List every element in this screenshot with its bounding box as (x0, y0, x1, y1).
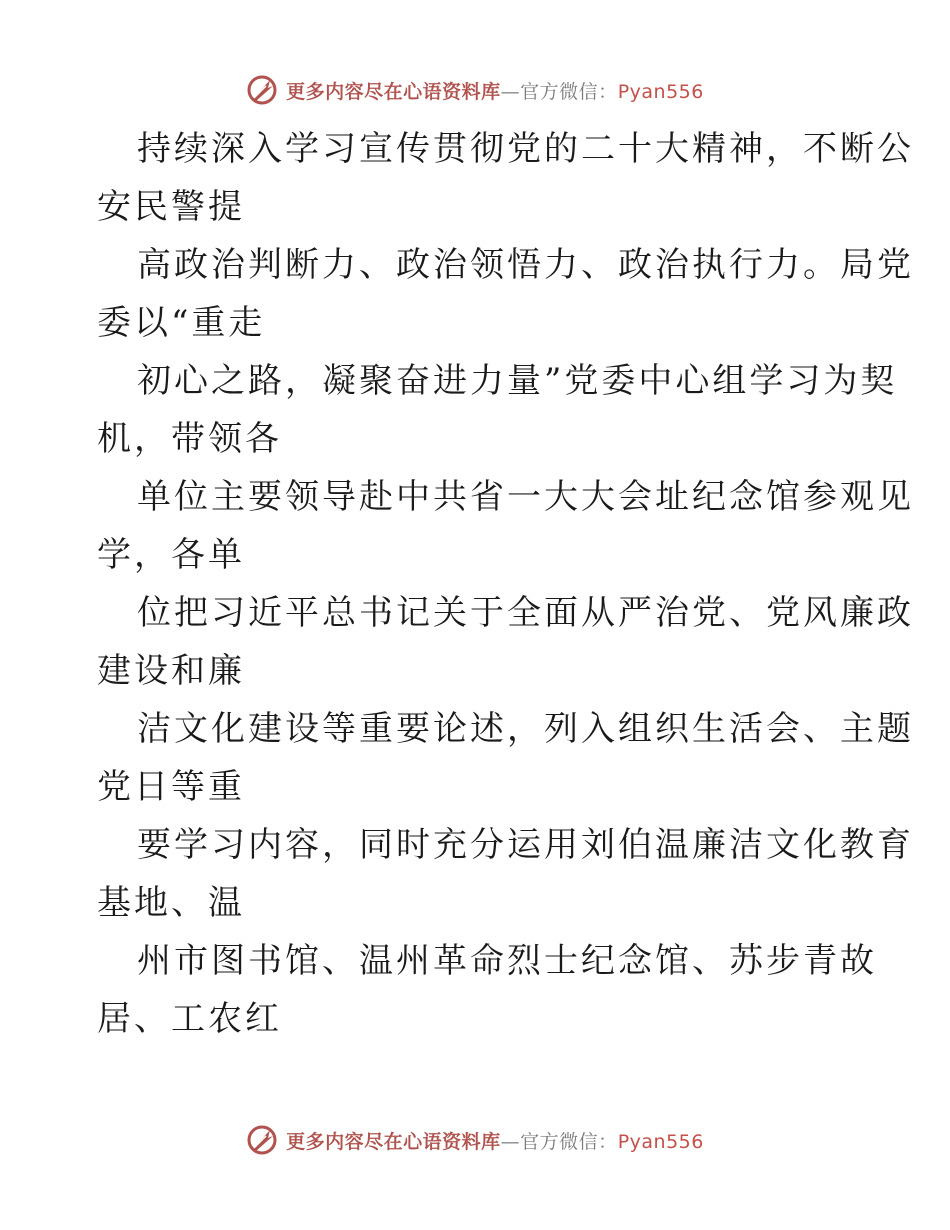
paragraph (97, 236, 914, 352)
watermark-text (286, 1127, 704, 1154)
paragraph-line: 党日等重 (97, 767, 245, 807)
paragraph-line: 单位主要领导赴中共省一大大会址纪念馆参观见 (137, 477, 914, 517)
document-body (97, 120, 914, 1048)
paragraph (97, 816, 914, 932)
paragraph-line: 初心之路，凝聚奋进力量”党委中心组学习为契 (137, 361, 898, 401)
paragraph-line: 机，带领各 (97, 419, 282, 459)
paragraph-line: 建设和廉 (97, 651, 245, 691)
paragraph-line: 委以“重走 (97, 303, 266, 343)
paragraph-line: 学，各单 (97, 535, 245, 575)
paragraph-line: 要学习内容，同时充分运用刘伯温廉洁文化教育 (137, 825, 914, 865)
paragraph-line: 州市图书馆、温州革命烈士纪念馆、苏步青故 (137, 941, 877, 981)
paragraph-line: 安民警提 (97, 187, 245, 227)
watermark-separator: — (500, 1130, 521, 1153)
watermark-wechat-label: 官方微信： (520, 80, 618, 103)
watermark-wechat-id: Pyan556 (617, 1130, 704, 1153)
watermark-wechat-id: Pyan556 (617, 80, 704, 103)
watermark-text (286, 77, 704, 104)
paragraph-line: 基地、温 (97, 883, 245, 923)
watermark-wechat-label: 官方微信： (520, 1130, 618, 1153)
watermark-main-text: 更多内容尽在心语资料库 (286, 80, 501, 103)
paragraph (97, 352, 898, 468)
paragraph (97, 700, 914, 816)
paragraph-line: 位把习近平总书记关于全面从严治党、党风廉政 (137, 593, 914, 633)
watermark-header (0, 70, 950, 110)
quill-logo-icon (246, 74, 278, 106)
paragraph-line: 洁文化建设等重要论述，列入组织生活会、主题 (137, 709, 914, 749)
watermark-footer (0, 1120, 950, 1160)
paragraph-line: 高政治判断力、政治领悟力、政治执行力。局党 (137, 245, 914, 285)
paragraph-line: 居、工农红 (97, 999, 282, 1039)
watermark-separator: — (500, 80, 521, 103)
paragraph (97, 120, 914, 236)
paragraph (97, 468, 914, 584)
quill-logo-icon (246, 1124, 278, 1156)
paragraph (97, 584, 914, 700)
paragraph (97, 932, 877, 1048)
watermark-main-text: 更多内容尽在心语资料库 (286, 1130, 501, 1153)
paragraph-line: 持续深入学习宣传贯彻党的二十大精神，不断公 (137, 129, 914, 169)
